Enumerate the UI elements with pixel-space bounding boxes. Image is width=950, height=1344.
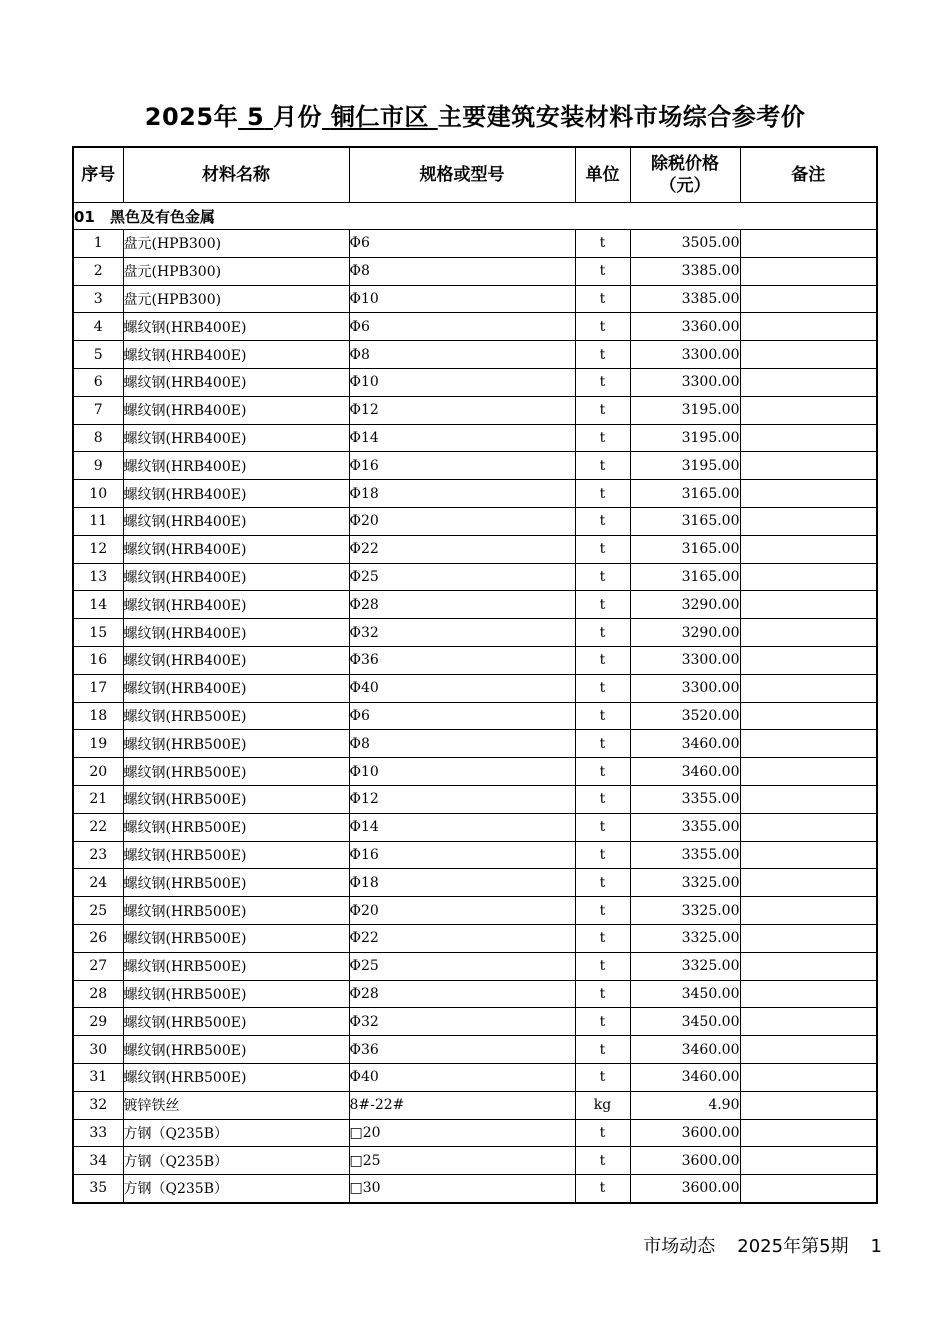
header-unit: 单位 (575, 147, 630, 203)
cell-price: 3520.00 (630, 702, 740, 730)
cell-price: 3325.00 (630, 952, 740, 980)
cell-no: 29 (73, 1008, 123, 1036)
table-row (73, 702, 877, 730)
table-row (73, 1147, 877, 1175)
table-header-row (73, 147, 877, 203)
page-footer (643, 1232, 882, 1258)
title-rest: 主要建筑安装材料市场综合参考价 (437, 103, 806, 131)
table-row (73, 1091, 877, 1119)
cell-no: 15 (73, 619, 123, 647)
cell-name: 螺纹钢(HRB400E) (123, 396, 349, 424)
cell-name: 螺纹钢(HRB500E) (123, 980, 349, 1008)
cell-note (740, 813, 877, 841)
cell-note (740, 396, 877, 424)
cell-no: 18 (73, 702, 123, 730)
table-row (73, 368, 877, 396)
cell-name: 盘元(HPB300) (123, 285, 349, 313)
table-row (73, 924, 877, 952)
table-row (73, 313, 877, 341)
cell-name: 螺纹钢(HRB400E) (123, 480, 349, 508)
cell-name: 螺纹钢(HRB500E) (123, 841, 349, 869)
cell-unit: t (575, 1036, 630, 1064)
cell-no: 31 (73, 1063, 123, 1091)
cell-note (740, 1091, 877, 1119)
cell-price: 3460.00 (630, 758, 740, 786)
cell-unit: t (575, 368, 630, 396)
cell-name: 螺纹钢(HRB500E) (123, 869, 349, 897)
cell-name: 螺纹钢(HRB500E) (123, 1036, 349, 1064)
cell-spec: Φ12 (349, 396, 575, 424)
cell-price: 3195.00 (630, 452, 740, 480)
cell-no: 27 (73, 952, 123, 980)
cell-no: 19 (73, 730, 123, 758)
cell-name: 镀锌铁丝 (123, 1091, 349, 1119)
table-row (73, 785, 877, 813)
cell-name: 螺纹钢(HRB500E) (123, 1063, 349, 1091)
cell-name: 螺纹钢(HRB400E) (123, 646, 349, 674)
cell-no: 34 (73, 1147, 123, 1175)
cell-unit: t (575, 257, 630, 285)
cell-spec: Φ20 (349, 897, 575, 925)
cell-price: 3460.00 (630, 730, 740, 758)
header-name: 材料名称 (123, 147, 349, 203)
cell-no: 4 (73, 313, 123, 341)
cell-unit: t (575, 563, 630, 591)
cell-spec: Φ25 (349, 563, 575, 591)
cell-spec: Φ16 (349, 841, 575, 869)
cell-price: 3165.00 (630, 535, 740, 563)
cell-price: 3165.00 (630, 563, 740, 591)
table-row (73, 230, 877, 258)
cell-note (740, 869, 877, 897)
cell-unit: t (575, 841, 630, 869)
table-row (73, 952, 877, 980)
cell-name: 螺纹钢(HRB500E) (123, 924, 349, 952)
table-row (73, 1119, 877, 1147)
cell-no: 14 (73, 591, 123, 619)
cell-no: 35 (73, 1175, 123, 1203)
cell-name: 螺纹钢(HRB500E) (123, 758, 349, 786)
cell-price: 3165.00 (630, 480, 740, 508)
cell-unit: t (575, 924, 630, 952)
cell-unit: t (575, 507, 630, 535)
cell-note (740, 535, 877, 563)
cell-price: 3600.00 (630, 1175, 740, 1203)
cell-note (740, 313, 877, 341)
table-row (73, 1063, 877, 1091)
cell-price: 3600.00 (630, 1147, 740, 1175)
cell-spec: Φ22 (349, 924, 575, 952)
cell-name: 螺纹钢(HRB400E) (123, 563, 349, 591)
cell-price: 3165.00 (630, 507, 740, 535)
cell-note (740, 785, 877, 813)
cell-unit: t (575, 535, 630, 563)
header-spec: 规格或型号 (349, 147, 575, 203)
cell-spec: Φ36 (349, 646, 575, 674)
header-price: 除税价格 （元） (630, 147, 740, 203)
cell-spec: Φ40 (349, 1063, 575, 1091)
cell-name: 螺纹钢(HRB400E) (123, 341, 349, 369)
cell-spec: Φ18 (349, 869, 575, 897)
cell-unit: t (575, 785, 630, 813)
cell-spec: Φ14 (349, 813, 575, 841)
cell-spec: Φ32 (349, 619, 575, 647)
header-no: 序号 (73, 147, 123, 203)
cell-name: 方钢（Q235B） (123, 1175, 349, 1203)
cell-note (740, 702, 877, 730)
cell-spec: Φ10 (349, 758, 575, 786)
cell-spec: Φ12 (349, 785, 575, 813)
cell-name: 盘元(HPB300) (123, 257, 349, 285)
cell-price: 3300.00 (630, 646, 740, 674)
table-row (73, 841, 877, 869)
table-row (73, 257, 877, 285)
cell-price: 3290.00 (630, 619, 740, 647)
cell-name: 螺纹钢(HRB400E) (123, 507, 349, 535)
cell-spec: Φ8 (349, 341, 575, 369)
cell-name: 螺纹钢(HRB500E) (123, 1008, 349, 1036)
table-row (73, 869, 877, 897)
cell-note (740, 646, 877, 674)
table-row (73, 535, 877, 563)
cell-unit: t (575, 897, 630, 925)
cell-spec: Φ10 (349, 368, 575, 396)
cell-unit: t (575, 591, 630, 619)
cell-name: 螺纹钢(HRB500E) (123, 952, 349, 980)
cell-note (740, 758, 877, 786)
cell-no: 10 (73, 480, 123, 508)
cell-price: 3360.00 (630, 313, 740, 341)
table-row (73, 480, 877, 508)
cell-unit: t (575, 424, 630, 452)
cell-unit: t (575, 452, 630, 480)
cell-unit: t (575, 1063, 630, 1091)
table-row (73, 980, 877, 1008)
price-table (72, 146, 878, 1204)
cell-unit: t (575, 674, 630, 702)
cell-note (740, 341, 877, 369)
cell-no: 7 (73, 396, 123, 424)
cell-name: 螺纹钢(HRB500E) (123, 813, 349, 841)
cell-spec: Φ6 (349, 313, 575, 341)
cell-name: 螺纹钢(HRB500E) (123, 730, 349, 758)
cell-unit: t (575, 758, 630, 786)
cell-spec: □30 (349, 1175, 575, 1203)
cell-note (740, 230, 877, 258)
cell-note (740, 480, 877, 508)
cell-note (740, 285, 877, 313)
cell-note (740, 257, 877, 285)
cell-name: 螺纹钢(HRB400E) (123, 368, 349, 396)
cell-spec: Φ14 (349, 424, 575, 452)
cell-unit: t (575, 313, 630, 341)
cell-price: 3505.00 (630, 230, 740, 258)
cell-name: 盘元(HPB300) (123, 230, 349, 258)
cell-note (740, 897, 877, 925)
table-row (73, 452, 877, 480)
cell-no: 17 (73, 674, 123, 702)
table-row (73, 730, 877, 758)
cell-unit: t (575, 730, 630, 758)
cell-price: 3385.00 (630, 257, 740, 285)
cell-spec: Φ28 (349, 591, 575, 619)
cell-note (740, 1008, 877, 1036)
cell-no: 6 (73, 368, 123, 396)
cell-unit: t (575, 1008, 630, 1036)
header-note: 备注 (740, 147, 877, 203)
cell-no: 30 (73, 1036, 123, 1064)
cell-no: 32 (73, 1091, 123, 1119)
cell-price: 3300.00 (630, 341, 740, 369)
cell-no: 3 (73, 285, 123, 313)
cell-note (740, 424, 877, 452)
cell-note (740, 1119, 877, 1147)
cell-note (740, 730, 877, 758)
cell-name: 螺纹钢(HRB400E) (123, 424, 349, 452)
cell-price: 3460.00 (630, 1036, 740, 1064)
cell-note (740, 1063, 877, 1091)
cell-price: 3325.00 (630, 869, 740, 897)
cell-unit: t (575, 702, 630, 730)
table-row (73, 813, 877, 841)
cell-no: 25 (73, 897, 123, 925)
cell-spec: □20 (349, 1119, 575, 1147)
cell-no: 11 (73, 507, 123, 535)
cell-unit: kg (575, 1091, 630, 1119)
cell-spec: □25 (349, 1147, 575, 1175)
table-row (73, 1008, 877, 1036)
cell-spec: Φ8 (349, 257, 575, 285)
table-row (73, 563, 877, 591)
cell-note (740, 924, 877, 952)
cell-note (740, 674, 877, 702)
cell-unit: t (575, 480, 630, 508)
cell-spec: Φ10 (349, 285, 575, 313)
cell-no: 28 (73, 980, 123, 1008)
title-month-suffix: 月份 (273, 103, 322, 131)
cell-no: 33 (73, 1119, 123, 1147)
cell-unit: t (575, 1119, 630, 1147)
cell-name: 方钢（Q235B） (123, 1119, 349, 1147)
cell-price: 3325.00 (630, 924, 740, 952)
cell-no: 26 (73, 924, 123, 952)
footer-page-number: 1 (870, 1236, 882, 1257)
cell-name: 螺纹钢(HRB500E) (123, 897, 349, 925)
title-month: 5 (246, 103, 265, 131)
table-row (73, 1175, 877, 1203)
cell-price: 3460.00 (630, 1063, 740, 1091)
table-row (73, 619, 877, 647)
cell-price: 3450.00 (630, 980, 740, 1008)
cell-no: 13 (73, 563, 123, 591)
cell-spec: Φ6 (349, 230, 575, 258)
cell-name: 螺纹钢(HRB400E) (123, 591, 349, 619)
cell-spec: Φ25 (349, 952, 575, 980)
cell-price: 3325.00 (630, 897, 740, 925)
cell-price: 3450.00 (630, 1008, 740, 1036)
cell-unit: t (575, 285, 630, 313)
cell-no: 8 (73, 424, 123, 452)
cell-unit: t (575, 813, 630, 841)
cell-name: 螺纹钢(HRB400E) (123, 452, 349, 480)
table-row (73, 424, 877, 452)
cell-unit: t (575, 341, 630, 369)
cell-no: 21 (73, 785, 123, 813)
cell-name: 螺纹钢(HRB400E) (123, 535, 349, 563)
cell-spec: Φ16 (349, 452, 575, 480)
cell-note (740, 591, 877, 619)
table-row (73, 591, 877, 619)
cell-name: 螺纹钢(HRB400E) (123, 674, 349, 702)
cell-no: 22 (73, 813, 123, 841)
cell-price: 4.90 (630, 1091, 740, 1119)
cell-price: 3355.00 (630, 785, 740, 813)
cell-unit: t (575, 230, 630, 258)
table-row (73, 396, 877, 424)
cell-spec: Φ22 (349, 535, 575, 563)
cell-note (740, 563, 877, 591)
category-row (73, 203, 877, 230)
cell-unit: t (575, 1147, 630, 1175)
cell-unit: t (575, 1175, 630, 1203)
cell-unit: t (575, 619, 630, 647)
cell-no: 9 (73, 452, 123, 480)
cell-no: 1 (73, 230, 123, 258)
cell-price: 3300.00 (630, 674, 740, 702)
table-row (73, 285, 877, 313)
cell-price: 3300.00 (630, 368, 740, 396)
table-row (73, 758, 877, 786)
cell-spec: Φ36 (349, 1036, 575, 1064)
cell-spec: Φ20 (349, 507, 575, 535)
table-row (73, 341, 877, 369)
cell-no: 2 (73, 257, 123, 285)
cell-note (740, 952, 877, 980)
cell-price: 3600.00 (630, 1119, 740, 1147)
category-code: 01 (74, 207, 95, 226)
cell-no: 23 (73, 841, 123, 869)
title-year: 2025年 (144, 103, 239, 131)
cell-price: 3195.00 (630, 396, 740, 424)
cell-unit: t (575, 396, 630, 424)
cell-spec: Φ18 (349, 480, 575, 508)
cell-name: 螺纹钢(HRB400E) (123, 313, 349, 341)
cell-no: 16 (73, 646, 123, 674)
table-row (73, 1036, 877, 1064)
cell-spec: Φ28 (349, 980, 575, 1008)
cell-note (740, 368, 877, 396)
cell-note (740, 1036, 877, 1064)
table-row (73, 507, 877, 535)
page-title (0, 100, 950, 134)
cell-unit: t (575, 869, 630, 897)
cell-note (740, 619, 877, 647)
cell-note (740, 841, 877, 869)
cell-name: 螺纹钢(HRB500E) (123, 702, 349, 730)
cell-note (740, 452, 877, 480)
cell-unit: t (575, 980, 630, 1008)
cell-spec: Φ8 (349, 730, 575, 758)
cell-note (740, 507, 877, 535)
cell-note (740, 1147, 877, 1175)
cell-spec: Φ32 (349, 1008, 575, 1036)
cell-spec: Φ40 (349, 674, 575, 702)
cell-spec: 8#-22# (349, 1091, 575, 1119)
cell-name: 螺纹钢(HRB500E) (123, 785, 349, 813)
cell-price: 3355.00 (630, 841, 740, 869)
cell-no: 24 (73, 869, 123, 897)
cell-name: 螺纹钢(HRB400E) (123, 619, 349, 647)
cell-no: 20 (73, 758, 123, 786)
cell-name: 方钢（Q235B） (123, 1147, 349, 1175)
title-city: 铜仁市区 (330, 103, 429, 131)
table-row (73, 897, 877, 925)
cell-note (740, 980, 877, 1008)
cell-unit: t (575, 952, 630, 980)
table-row (73, 674, 877, 702)
cell-no: 5 (73, 341, 123, 369)
footer-publication: 市场动态 (643, 1236, 716, 1257)
footer-issue: 2025年第5期 (737, 1236, 849, 1257)
cell-spec: Φ6 (349, 702, 575, 730)
cell-price: 3290.00 (630, 591, 740, 619)
cell-price: 3355.00 (630, 813, 740, 841)
cell-no: 12 (73, 535, 123, 563)
category-name: 黑色及有色金属 (110, 207, 216, 226)
cell-note (740, 1175, 877, 1203)
cell-price: 3385.00 (630, 285, 740, 313)
table-row (73, 646, 877, 674)
cell-price: 3195.00 (630, 424, 740, 452)
cell-unit: t (575, 646, 630, 674)
